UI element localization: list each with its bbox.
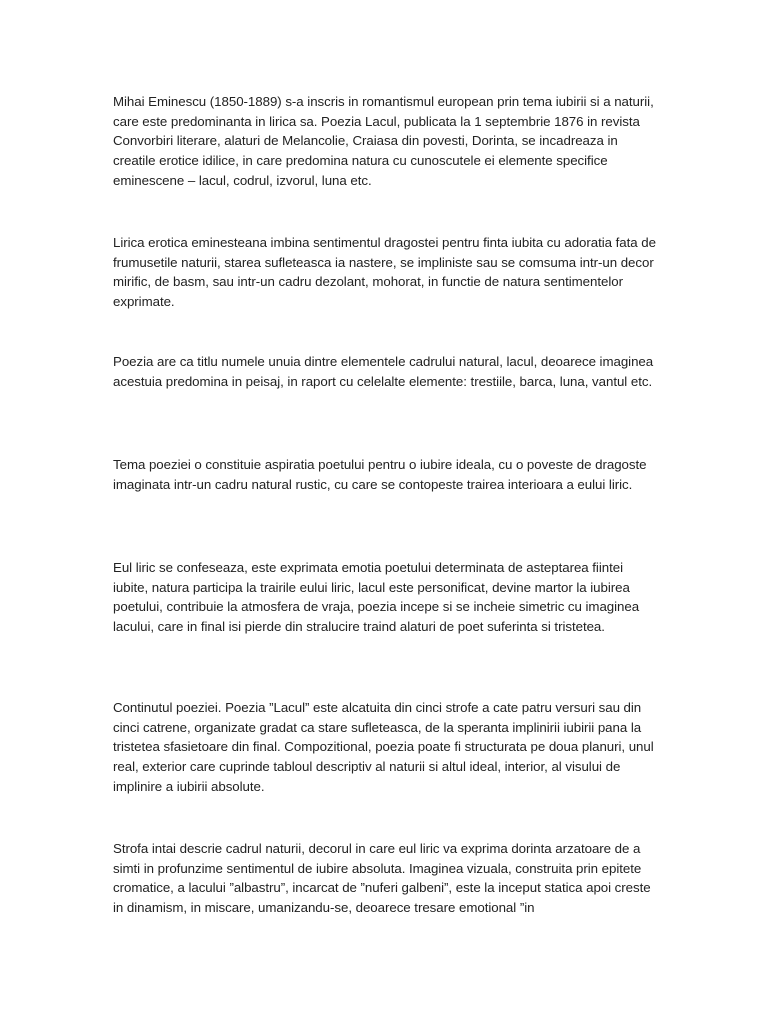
paragraph-titlu: Poezia are ca titlu numele unuia dintre elementele cadrului natural, lacul, deoarece imaginea acestuia predomina in peisaj, in raport cu celelalte elemente: trestiile, barca, luna, vantul etc. <box>113 354 654 389</box>
paragraph-eul-liric: Eul liric se confeseaza, este exprimata emotia poetului determinata de asteptarea fiintei iubite, natura participa la trairile eului liric, lacul este personificat, devine martor la iubirea poetului, contribuie la atmosfera de vraja, poezia incepe si se incheie simetric cu imaginea lacului, care in final isi pierde din stralucire traind alaturi de poet suferinta si tristetea. <box>113 560 640 635</box>
paragraph-strofa-intai: Strofa intai descrie cadrul naturii, decorul in care eul liric va exprima dorinta arzatoare de a simti in profunzime sentimentul de iubire absoluta. Imaginea vizuala, construita prin epitete cromatice, a lacului ”albastru”, incarcat de ”nuferi galbeni”, este la inceput statica apoi creste in dinamism, in miscare, umanizandu-se, deoarece tresare emotional ”in <box>113 841 651 916</box>
paragraph-continutul: Continutul poeziei. Poezia ”Lacul” este alcatuita din cinci strofe a cate patru versuri sau din cinci catrene, organizate gradat ca stare sufleteasca, de la speranta implinirii iubirii pana la tristetea sfasietoare din final. Compozitional, poezia poate fi structurata pe doua planuri, unul real, exterior care cuprinde tabloul descriptiv al naturii si altul ideal, interior, al visului de implinire a iubirii absolute. <box>113 700 654 794</box>
paragraph-tema: Tema poeziei o constituie aspiratia poetului pentru o iubire ideala, cu o poveste de dragoste imaginata intr-un cadru natural rustic, cu care se contopeste trairea interioara a eului liric. <box>113 457 647 492</box>
paragraph-lirica-erotica: Lirica erotica eminesteana imbina sentimentul dragostei pentru finta iubita cu adoratia fata de frumusetile naturii, starea sufleteasca ia nastere, se impliniste sau se comsuma intr-un decor mirific, de basm, sau intr-un cadru dezolant, mohorat, in functie de natura sentimentelor exprimate. <box>113 235 656 310</box>
paragraph-intro: Mihai Eminescu (1850-1889) s-a inscris in romantismul european prin tema iubirii si a naturii, care este predominanta in lirica sa. Poezia Lacul, publicata la 1 septembrie 1876 in revista Convorbiri literare, alaturi de Melancolie, Craiasa din povesti, Dorinta, se incadreaza in creatile erotice idilice, in care predomina natura cu cunoscutele ei elemente specifice eminescene – lacul, codrul, izvorul, luna etc. <box>113 94 654 188</box>
